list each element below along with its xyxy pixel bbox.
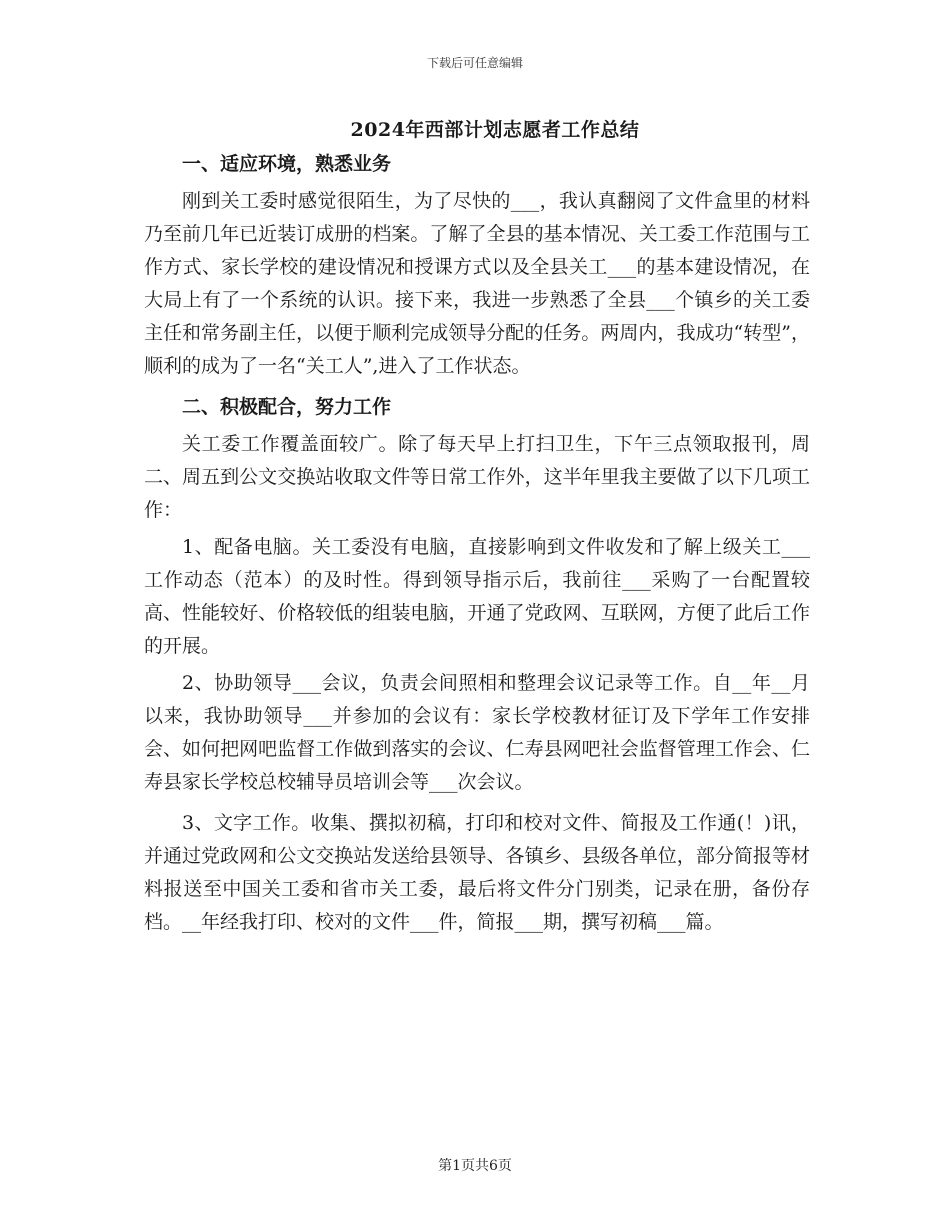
document-title: 2024年西部计划志愿者工作总结 (350, 119, 640, 141)
paragraph: 关工委工作覆盖面较广。除了每天早上打扫卫生，下午三点领取报刊，周二、周五到公文交换站收取文件等日常工作外，这半年里我主要做了以下几项工作： (144, 433, 810, 521)
document-body (144, 148, 810, 939)
header-note: 下载后可任意编辑 (426, 56, 523, 70)
page-number: 第1页共6页 (438, 1158, 512, 1174)
section-heading: 二、积极配合，努力工作 (182, 396, 392, 418)
paragraph: 2、协助领导___会议，负责会间照相和整理会议记录等工作。自__年__月以来，我协助领导___并参加的会议有：家长学校教材征订及下学年工作安排会、如何把网吧监督工作做到落实的会议、仁寿县网吧社会监督管理工作会、仁寿县家长学校总校辅导员培训会等___次会议。 (144, 672, 810, 793)
paragraph: 刚到关工委时感觉很陌生，为了尽快的___，我认真翻阅了文件盒里的材料乃至前几年已近装订成册的档案。了解了全县的基本情况、关工委工作范围与工作方式、家长学校的建设情况和授课方式以及全县关工___的基本建设情况，在大局上有了一个系统的认识。接下来，我进一步熟悉了全县___个镇乡的关工委主任和常务副主任，以便于顺利完成领导分配的任务。两周内，我成功“转型”，顺利的成为了一名“关工人”,进入了工作状态。 (144, 190, 810, 377)
paragraph: 1、配备电脑。关工委没有电脑，直接影响到文件收发和了解上级关工___工作动态（范本）的及时性。得到领导指示后，我前往___采购了一台配置较高、性能较好、价格较低的组装电脑，开通了党政网、互联网，方便了此后工作的开展。 (144, 536, 810, 657)
section-heading: 一、适应环境，熟悉业务 (182, 153, 392, 175)
paragraph: 3、文字工作。收集、撰拟初稿，打印和校对文件、简报及工作通(！)讯，并通过党政网和公文交换站发送给县领导、各镇乡、县级各单位，部分简报等材料报送至中国关工委和省市关工委，最后将文件分门别类，记录在册，备份存档。__年经我打印、校对的文件___件，简报___期，撰写初稿___篇。 (144, 812, 810, 933)
